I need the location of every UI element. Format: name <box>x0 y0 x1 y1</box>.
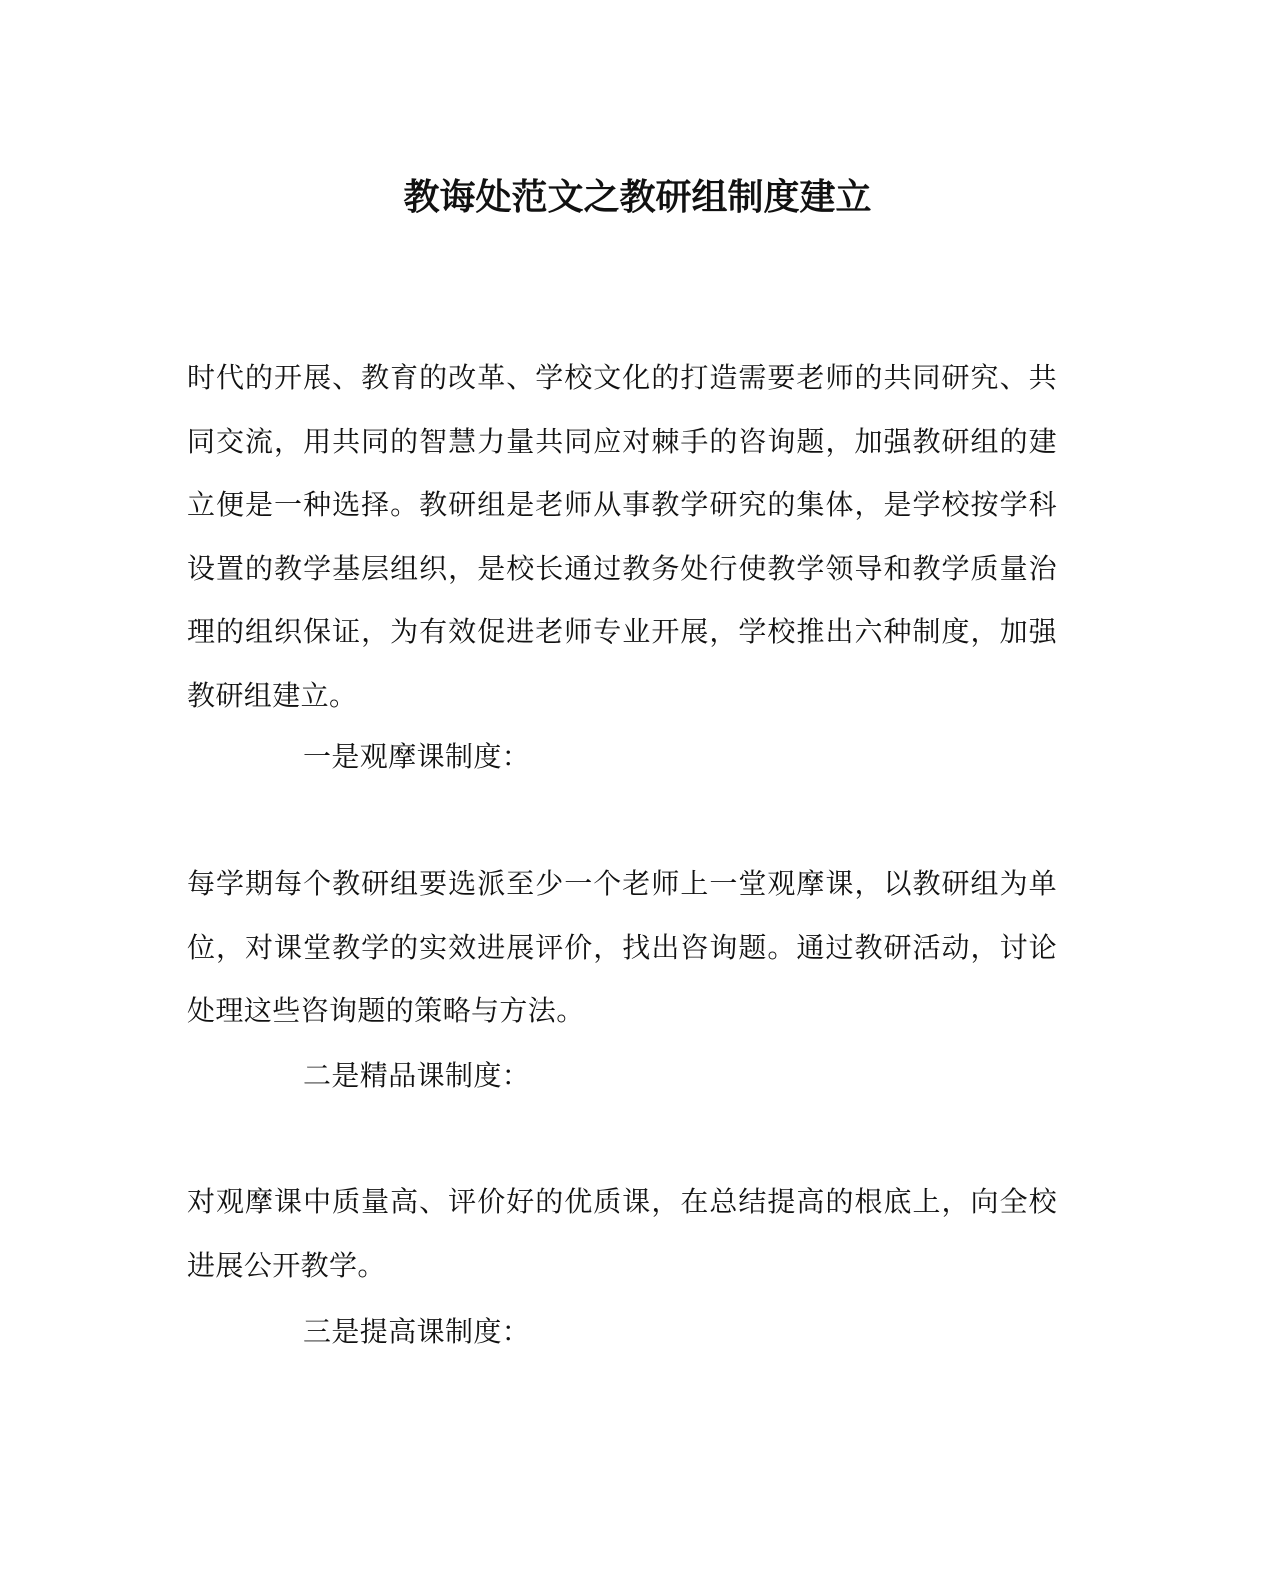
intro-paragraph: 时代的开展、教育的改革、学校文化的打造需要老师的共同研究、共同交流，用共同的智慧力量共同应对棘手的咨询题，加强教研组的建立便是一种选择。教研组是老师从事教学研究的集体，是学校按学科设置的教学基层组织，是校长通过教务处行使教学领导和教学质量治理的组织保证，为有效促进老师专业开展，学校推出六种制度，加强教研组建立。 <box>187 361 1057 712</box>
document-title: 教诲处范文之教研组制度建立 <box>403 176 872 218</box>
section-heading-3: 三是提高课制度： <box>303 1315 531 1348</box>
section-body-2: 对观摩课中质量高、评价好的优质课，在总结提高的根底上，向全校进展公开教学。 <box>187 1185 1057 1282</box>
section-heading-2: 二是精品课制度： <box>303 1059 531 1092</box>
section-heading-1: 一是观摩课制度： <box>303 740 531 773</box>
section-body-1: 每学期每个教研组要选派至少一个老师上一堂观摩课，以教研组为单位，对课堂教学的实效进展评价，找出咨询题。通过教研活动，讨论处理这些咨询题的策略与方法。 <box>187 867 1057 1028</box>
